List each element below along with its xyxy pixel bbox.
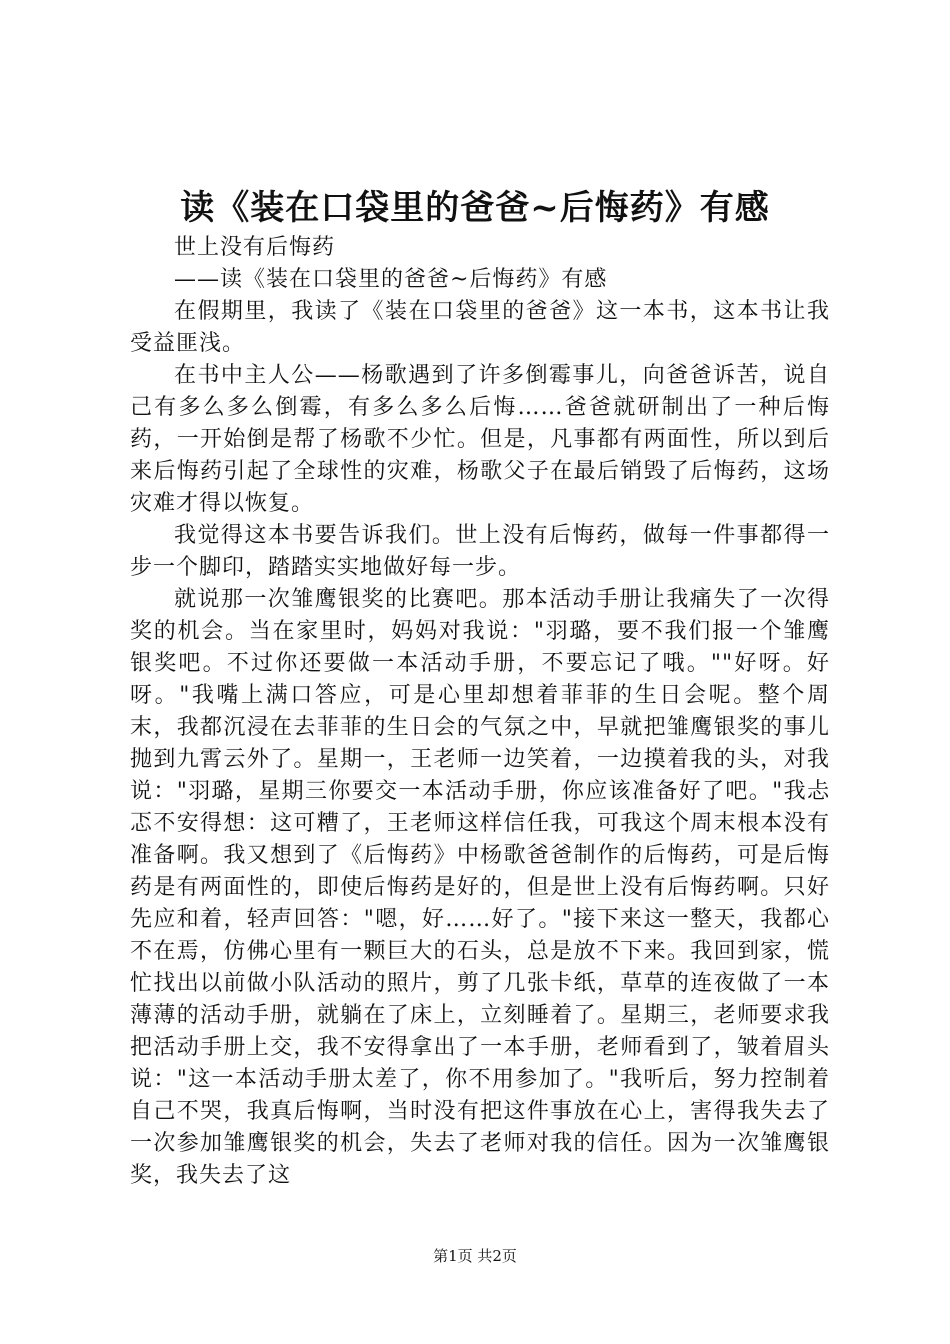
page-footer: 第1页 共2页	[433, 1247, 517, 1265]
document-body	[130, 232, 830, 1192]
body-paragraph: 在假期里，我读了《装在口袋里的爸爸》这一本书，这本书让我受益匪浅。	[130, 299, 830, 356]
body-paragraph: 我觉得这本书要告诉我们。世上没有后悔药，做每一件事都得一步一个脚印，踏踏实实地做好每一步。	[130, 523, 830, 580]
body-paragraph: 就说那一次雏鹰银奖的比赛吧。那本活动手册让我痛失了一次得奖的机会。当在家里时，妈妈对我说："羽璐，要不我们报一个雏鹰银奖吧。不过你还要做一本活动手册，不要忘记了哦。""好呀。好呀。"我嘴上满口答应，可是心里却想着菲菲的生日会呢。整个周末，我都沉浸在去菲菲的生日会的气氛之中，早就把雏鹰银奖的事儿抛到九霄云外了。星期一，王老师一边笑着，一边摸着我的头，对我说："羽璐，星期三你要交一本活动手册，你应该准备好了吧。"我忐忑不安得想：这可糟了，王老师这样信任我，可我这个周末根本没有准备啊。我又想到了《后悔药》中杨歌爸爸制作的后悔药，可是后悔药是有两面性的，即使后悔药是好的，但是世上没有后悔药啊。只好先应和着，轻声回答："嗯，好……好了。"接下来这一整天，我都心不在焉，仿佛心里有一颗巨大的石头，总是放不下来。我回到家，慌忙找出以前做小队活动的照片，剪了几张卡纸，草草的连夜做了一本薄薄的活动手册，就躺在了床上，立刻睡着了。星期三，老师要求我把活动手册上交，我不安得拿出了一本手册，老师看到了，皱着眉头说："这一本活动手册太差了，你不用参加了。"我听后，努力控制着自己不哭，我真后悔啊，当时没有把这件事放在心上，害得我失去了一次参加雏鹰银奖的机会，失去了老师对我的信任。因为一次雏鹰银奖，我失去了这	[130, 587, 830, 1188]
subtitle-byline: ——读《装在口袋里的爸爸~后悔药》有感	[174, 267, 608, 292]
subtitle-line: 世上没有后悔药	[174, 235, 336, 260]
body-paragraph: 在书中主人公——杨歌遇到了许多倒霉事儿，向爸爸诉苦，说自己有多么多么倒霉，有多么多么后悔……爸爸就研制出了一种后悔药，一开始倒是帮了杨歌不少忙。但是，凡事都有两面性，所以到后来后悔药引起了全球性的灾难，杨歌父子在最后销毁了后悔药，这场灾难才得以恢复。	[130, 363, 830, 516]
document-title: 读《装在口袋里的爸爸~后悔药》有感	[180, 188, 770, 228]
